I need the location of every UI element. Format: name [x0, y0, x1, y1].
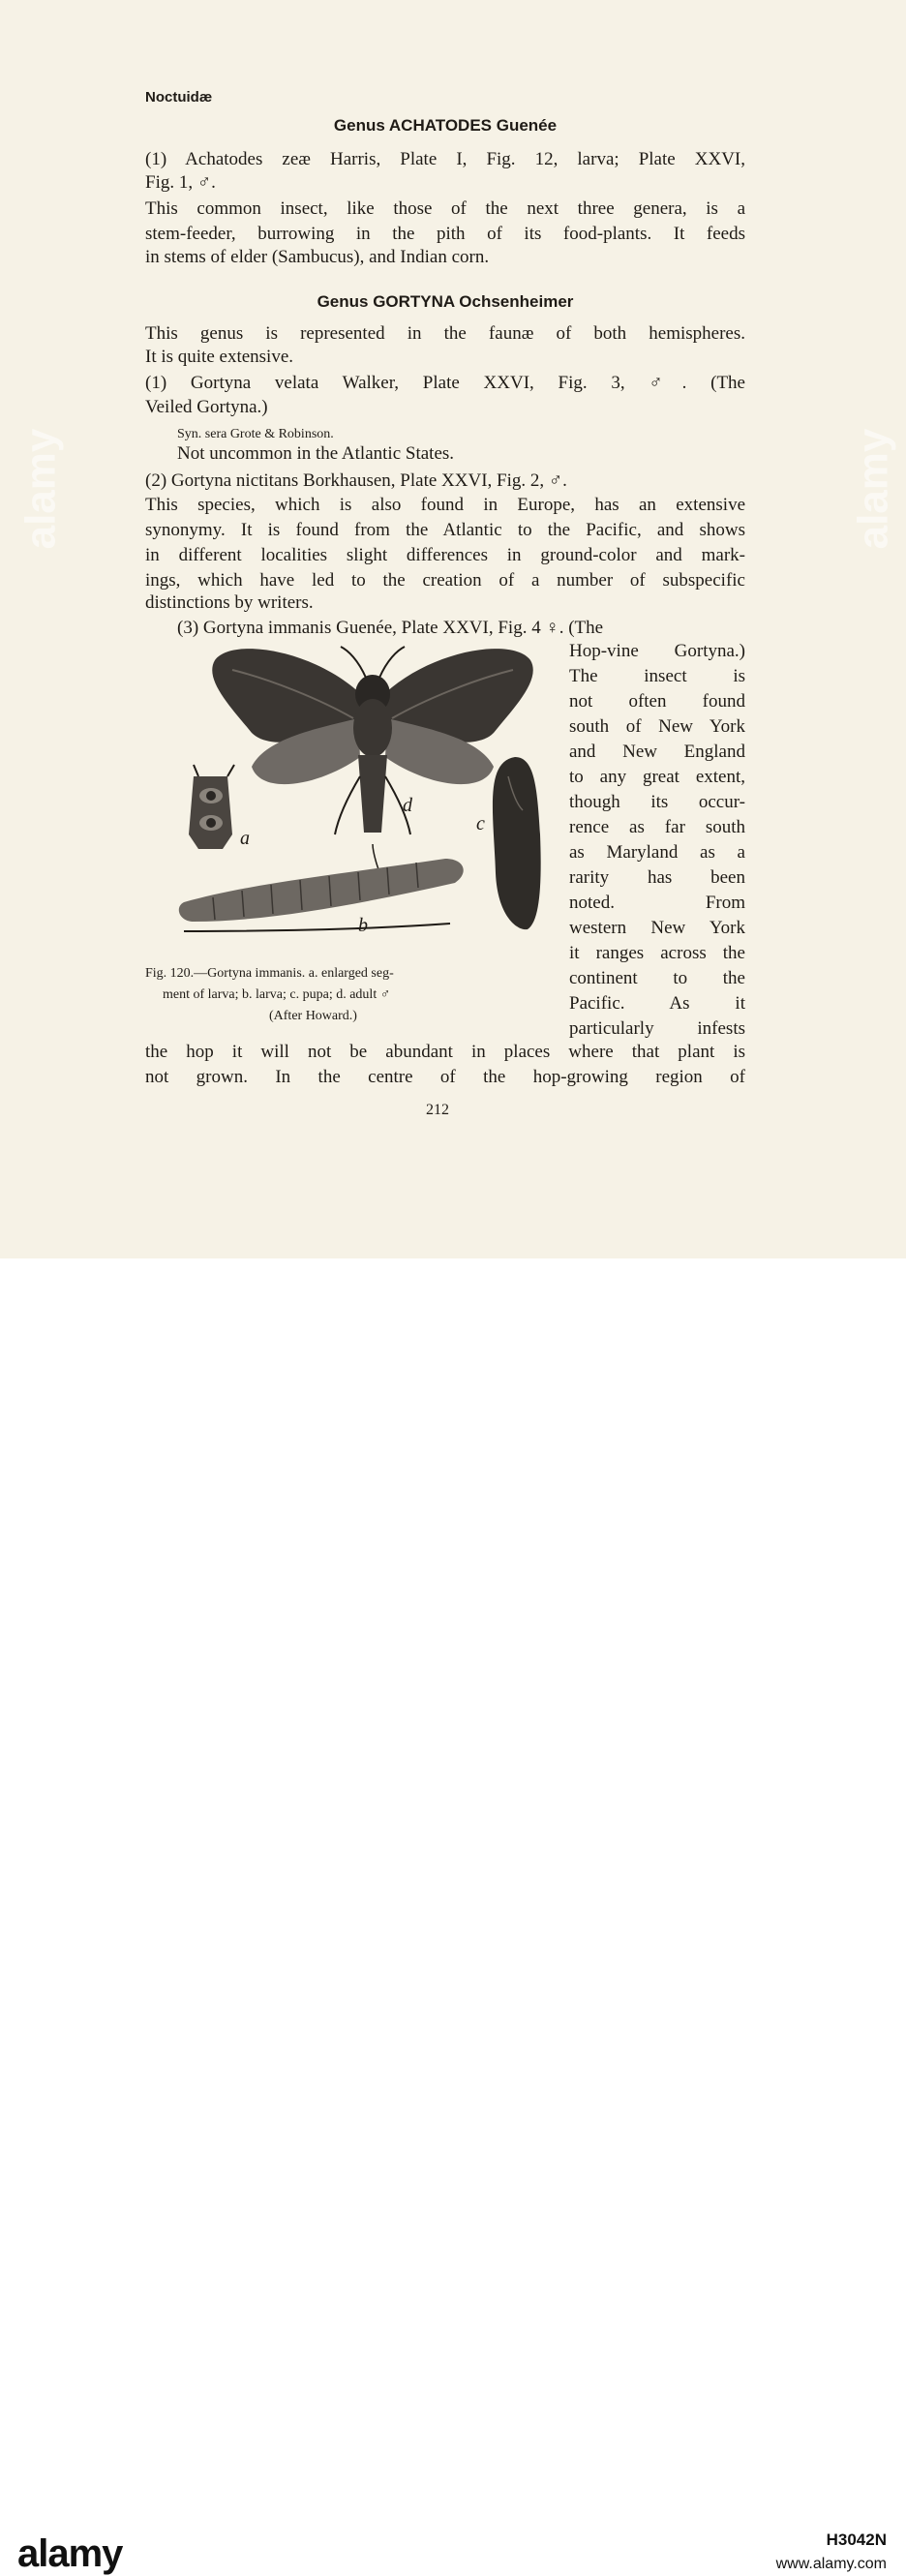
- figure-caption-line1: Fig. 120.—Gortyna immanis. a. enlarged seg-: [145, 966, 394, 981]
- immanis-side-line: rence as far south: [569, 817, 745, 837]
- pupa-illustration: [493, 757, 541, 929]
- larva-segment-illustration: [189, 765, 234, 849]
- immanis-side-line: continent to the: [569, 968, 745, 988]
- immanis-side-line: though its occur-: [569, 792, 745, 812]
- stock-footer: [0, 1258, 906, 2575]
- gortyna-intro-line: This genus is represented in the faunæ of both hemispheres.: [145, 323, 745, 344]
- figure-caption-line2: ment of larva; b. larva; c. pupa; d. adult ♂: [163, 987, 391, 1002]
- figure-label-d: d: [403, 795, 412, 816]
- immanis-side-line: particularly infests: [569, 1018, 745, 1039]
- velata-note: Not uncommon in the Atlantic States.: [177, 443, 455, 464]
- immanis-side-line: rarity has been: [569, 867, 745, 888]
- achatodes-para-line: This common insect, like those of the next three genera, is a: [145, 198, 745, 219]
- watermark-left: alamy: [16, 428, 65, 550]
- image-id: H3042N: [826, 2531, 887, 2549]
- nictitans-para-line: This species, which is also found in Europe, has an extensive: [145, 495, 745, 515]
- nictitans-para-line: ings, which have led to the creation of a number of subspecific: [145, 570, 745, 591]
- immanis-entry-line1: (3) Gortyna immanis Guenée, Plate XXVI, Fig. 4 ♀. (The: [177, 618, 604, 638]
- immanis-closing-line: not grown. In the centre of the hop-growing region of: [145, 1067, 745, 1087]
- genus-achatodes-heading: Genus ACHATODES Guenée: [333, 116, 558, 135]
- book-page: [0, 0, 906, 1258]
- immanis-side-line: The insect is: [569, 666, 745, 686]
- achatodes-entry-line1: (1) Achatodes zeæ Harris, Plate I, Fig. 12, larva; Plate XXVI,: [145, 149, 745, 169]
- page-number: 212: [426, 1102, 449, 1118]
- figure-caption-line3: (After Howard.): [269, 1009, 357, 1023]
- immanis-side-line: Hop-vine Gortyna.): [569, 641, 745, 661]
- watermark-right: alamy: [849, 428, 897, 550]
- adult-moth-illustration: [212, 647, 532, 883]
- immanis-side-line: and New England: [569, 742, 745, 762]
- immanis-side-line: south of New York: [569, 716, 745, 737]
- figure-120-illustration: [174, 641, 561, 960]
- nictitans-para-line: synonymy. It is found from the Atlantic to the Pacific, and shows: [145, 520, 745, 540]
- achatodes-entry-line2: Fig. 1, ♂.: [145, 172, 216, 193]
- immanis-side-line: not often found: [569, 691, 745, 712]
- nictitans-para-line: in different localities slight differences in ground-color and mark-: [145, 545, 745, 565]
- figure-label-a: a: [240, 828, 250, 849]
- site-url: www.alamy.com: [775, 2556, 887, 2572]
- genus-gortyna-heading: Genus GORTYNA Ochsenheimer: [317, 292, 574, 311]
- immanis-side-line: noted. From: [569, 893, 745, 913]
- figure-label-c: c: [476, 813, 485, 834]
- immanis-side-line: Pacific. As it: [569, 993, 745, 1014]
- immanis-side-line: it ranges across the: [569, 943, 745, 963]
- nictitans-entry-line1: (2) Gortyna nictitans Borkhausen, Plate XXVI, Fig. 2, ♂.: [145, 470, 567, 491]
- velata-entry-line2: Veiled Gortyna.): [145, 397, 268, 417]
- achatodes-para-line: in stems of elder (Sambucus), and Indian corn.: [145, 247, 490, 267]
- immanis-closing-line: the hop it will not be abundant in places where that plant is: [145, 1042, 745, 1062]
- gortyna-intro-line: It is quite extensive.: [145, 347, 294, 367]
- figure-label-b: b: [358, 915, 368, 936]
- running-head: Noctuidæ: [145, 89, 213, 106]
- immanis-side-line: western New York: [569, 918, 745, 938]
- velata-synonym: Syn. sera Grote & Robinson.: [177, 427, 334, 441]
- velata-entry-line1: (1) Gortyna velata Walker, Plate XXVI, Fig. 3, ♂. (The: [145, 373, 745, 393]
- alamy-logo: alamy: [17, 2532, 123, 2575]
- nictitans-para-line: distinctions by writers.: [145, 592, 314, 613]
- immanis-side-line: to any great extent,: [569, 767, 745, 787]
- immanis-side-line: as Maryland as a: [569, 842, 745, 863]
- larva-illustration: [179, 859, 464, 931]
- achatodes-para-line: stem-feeder, burrowing in the pith of its food-plants. It feeds: [145, 224, 745, 244]
